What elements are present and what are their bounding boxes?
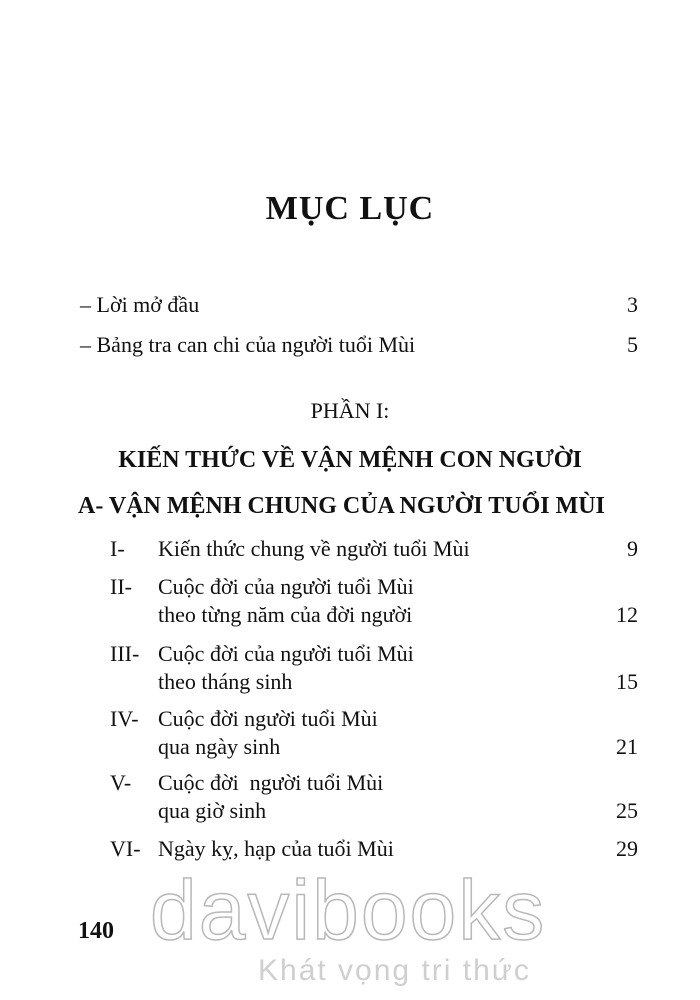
toc-item-page: 15 <box>616 669 638 694</box>
toc-item-roman: II- <box>110 574 132 599</box>
page-number: 140 <box>78 918 114 944</box>
toc-item-roman: IV- <box>110 706 139 731</box>
toc-entry-page: 5 <box>627 332 638 357</box>
toc-item-page: 29 <box>616 836 638 861</box>
toc-item-title: Cuộc đời của người tuổi Mùi <box>158 574 414 599</box>
toc-item-title: Cuộc đời người tuổi Mùi <box>158 770 384 795</box>
toc-item-subtitle: qua ngày sinh <box>158 734 281 759</box>
toc-item-roman: VI- <box>110 836 141 861</box>
toc-item-page: 12 <box>616 602 638 627</box>
toc-item-page: 25 <box>616 798 638 823</box>
toc-entry-intro: – Lời mở đầu <box>80 292 200 317</box>
part-title: KIẾN THỨC VỀ VẬN MỆNH CON NGƯỜI <box>118 447 582 473</box>
page-title: MỤC LỤC <box>265 190 435 227</box>
toc-item-title: Cuộc đời người tuổi Mùi <box>158 706 378 731</box>
toc-item-roman: V- <box>110 770 132 795</box>
part-heading: PHẦN I: <box>310 398 390 423</box>
toc-item-roman: III- <box>110 641 140 666</box>
toc-item-subtitle: theo tháng sinh <box>158 669 293 694</box>
toc-item-subtitle: qua giờ sinh <box>158 798 267 823</box>
toc-item-page: 9 <box>627 536 638 561</box>
section-title: A- VẬN MỆNH CHUNG CỦA NGƯỜI TUỔI MÙI <box>78 493 605 519</box>
toc-item-page: 21 <box>616 734 638 759</box>
toc-item-title: Cuộc đời của người tuổi Mùi <box>158 641 414 666</box>
toc-entry-table: – Bảng tra can chi của người tuổi Mùi <box>80 332 416 357</box>
toc-item-title: Ngày kỵ, hạp của tuổi Mùi <box>158 836 394 861</box>
watermark-logo: davibooks <box>150 863 547 957</box>
toc-item-roman: I- <box>110 536 125 561</box>
toc-item-title: Kiến thức chung về người tuổi Mùi <box>158 536 470 561</box>
toc-entry-page: 3 <box>627 292 638 317</box>
watermark-slogan: Khát vọng tri thức <box>258 954 531 987</box>
toc-item-subtitle: theo từng năm của đời người <box>158 602 413 627</box>
